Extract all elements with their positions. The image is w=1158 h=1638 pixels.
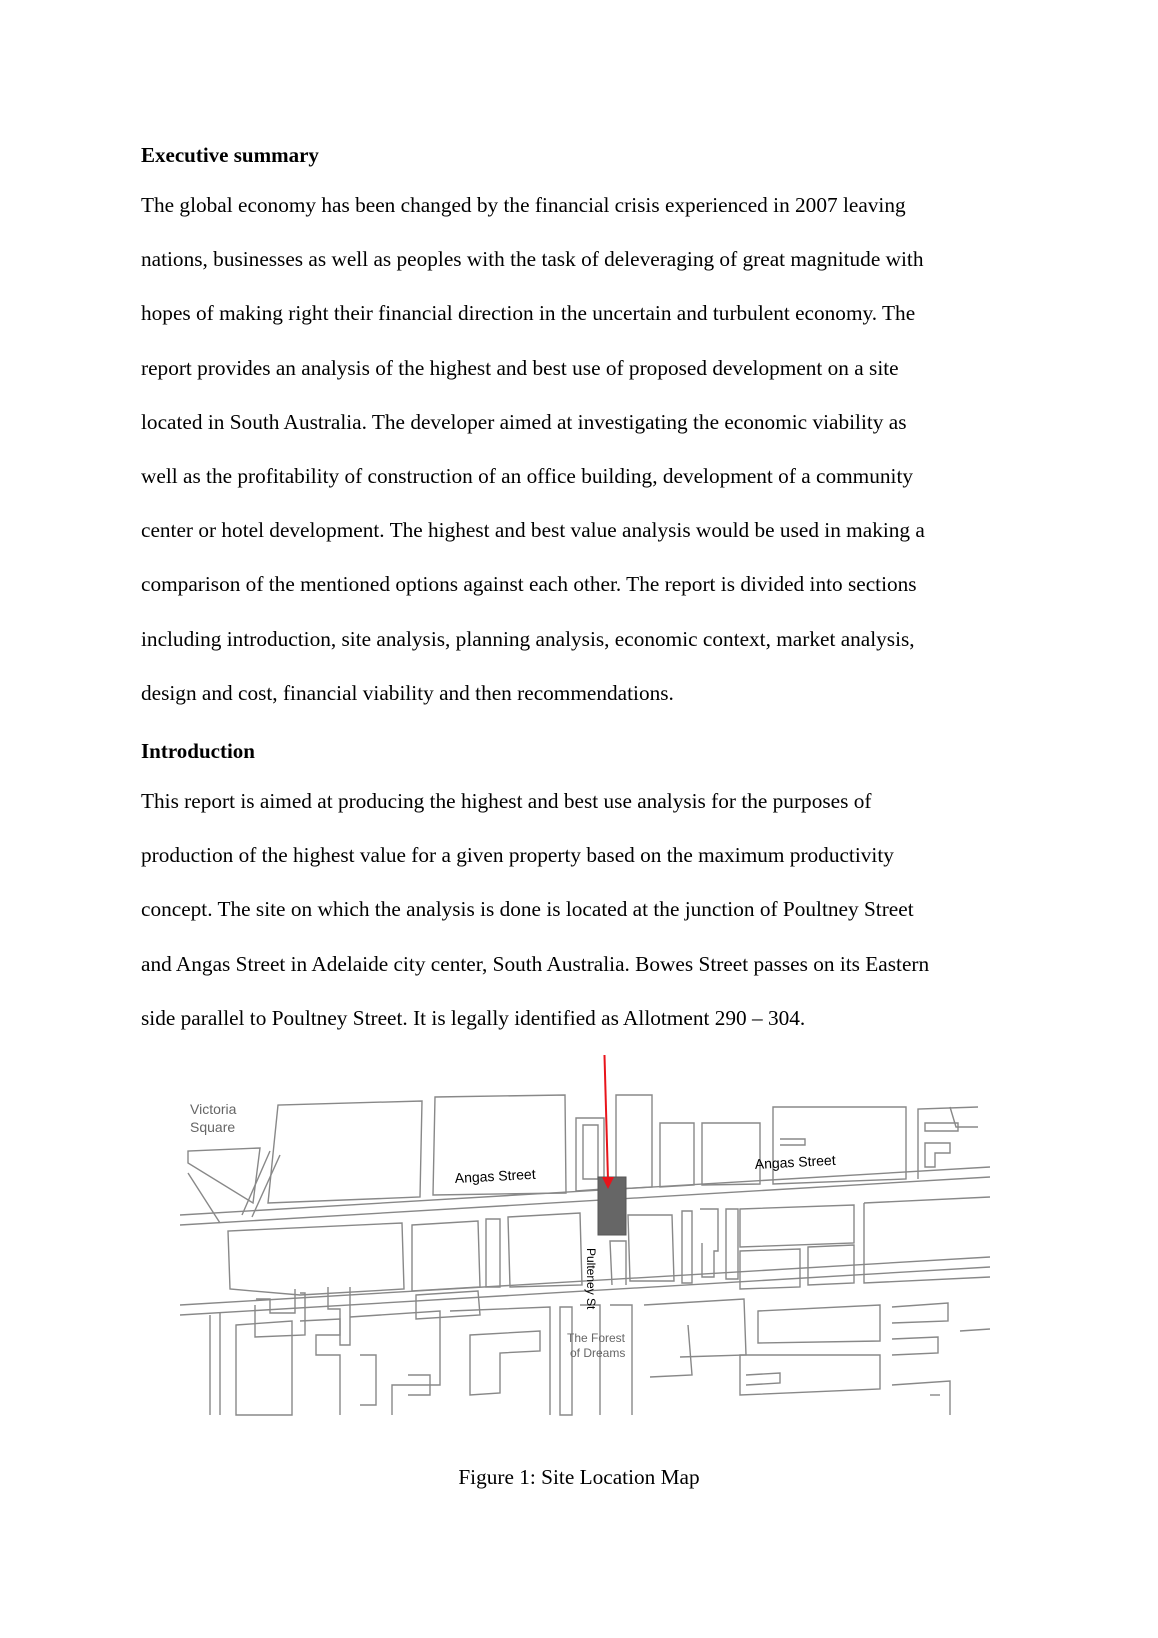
paragraph-line: and Angas Street in Adelaide city center, South Australia. Bowes Street passes on its Eastern (141, 951, 930, 976)
paragraph-line: comparison of the mentioned options against each other. The report is divided into sections (141, 572, 917, 597)
paragraph-line: concept. The site on which the analysis is done is located at the junction of Poultney Street (141, 897, 914, 922)
forest-label-line1: The Forest (567, 1331, 626, 1345)
angas-street-west-label: Angas Street (454, 1165, 536, 1186)
paragraph-line: production of the highest value for a given property based on the maximum productivity (141, 843, 894, 868)
executive-summary-paragraph (141, 178, 1041, 720)
victoria-square-label-line2: Square (190, 1119, 236, 1135)
introduction-heading: Introduction (141, 739, 255, 763)
paragraph-line: report provides an analysis of the highest and best use of proposed development on a site (141, 355, 899, 380)
forest-label-line2: of Dreams (570, 1346, 626, 1360)
paragraph-line: design and cost, financial viability and then recommendations. (141, 680, 674, 705)
paragraph-line: hopes of making right their financial direction in the uncertain and turbulent economy. The (141, 301, 916, 326)
pulteney-st-label: Pulteney St (584, 1248, 598, 1310)
paragraph-line: side parallel to Poultney Street. It is legally identified as Allotment 290 – 304. (141, 1005, 806, 1030)
paragraph-line: including introduction, site analysis, planning analysis, economic context, market analysis, (141, 626, 915, 651)
figure-caption: Figure 1: Site Location Map (458, 1465, 700, 1489)
site-parcel (598, 1177, 626, 1235)
introduction-paragraph (141, 774, 1041, 1045)
paragraph-line: well as the profitability of construction of an office building, development of a community (141, 464, 914, 489)
paragraph-line: The global economy has been changed by the financial crisis experienced in 2007 leaving (141, 193, 906, 217)
site-location-map (180, 1055, 990, 1440)
executive-summary-heading: Executive summary (141, 143, 319, 167)
angas-street-east-label: Angas Street (754, 1151, 836, 1172)
paragraph-line: This report is aimed at producing the highest and best use analysis for the purposes of (141, 789, 872, 813)
paragraph-line: center or hotel development. The highest and best value analysis would be used in making a (141, 518, 925, 543)
paragraph-line: nations, businesses as well as peoples with the task of deleveraging of great magnitude with (141, 247, 924, 272)
victoria-square-label-line1: Victoria (190, 1101, 237, 1117)
paragraph-line: located in South Australia. The developer aimed at investigating the economic viability as (141, 409, 907, 434)
